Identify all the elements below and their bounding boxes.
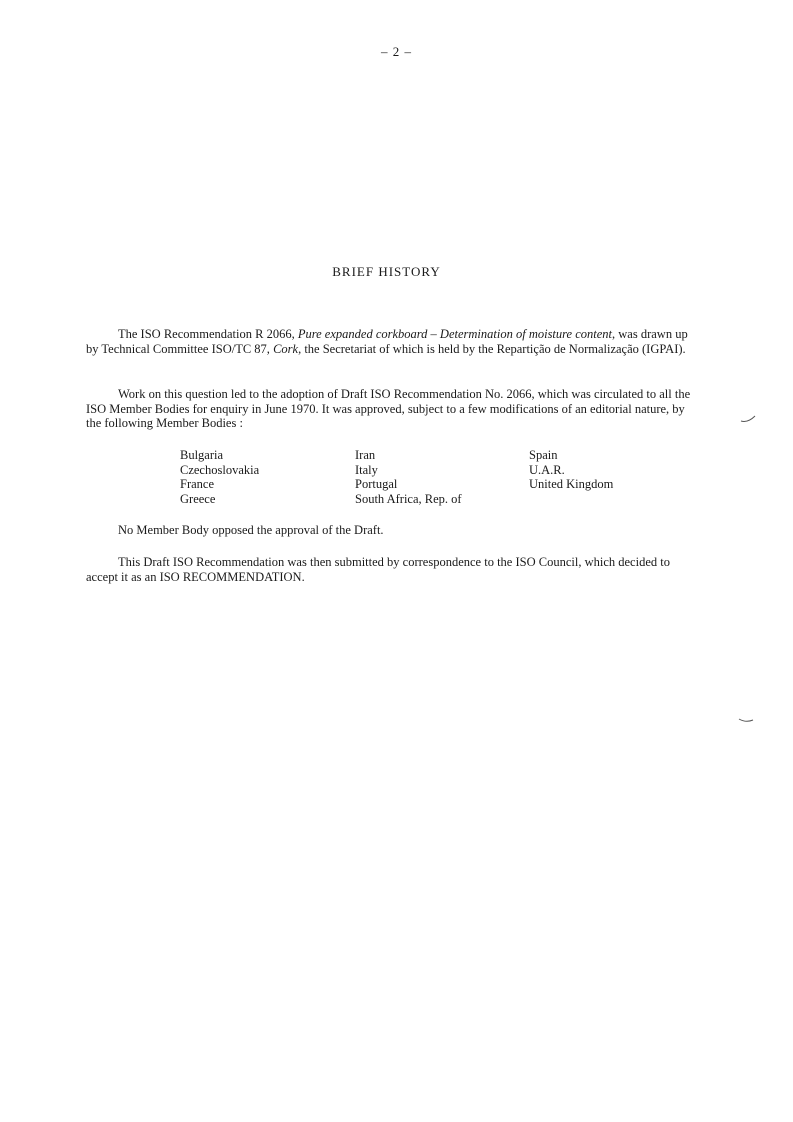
paragraph-adoption [86, 387, 696, 431]
member-body: United Kingdom [529, 477, 614, 491]
member-body: Czechoslovakia [180, 462, 260, 477]
margin-mark-icon [740, 415, 756, 423]
text-segment: The ISO Recommendation R 2066, [118, 327, 298, 341]
member-body: Italy [355, 462, 378, 477]
margin-mark-icon [738, 715, 754, 723]
page-number: – 2 – [381, 44, 412, 59]
member-body: Spain [529, 448, 558, 462]
member-body: U.A.R. [529, 462, 565, 477]
paragraph-no-opposition [86, 523, 696, 538]
member-body: France [180, 477, 215, 491]
member-bodies-column-1 [180, 448, 259, 506]
member-bodies-column-2 [355, 448, 462, 506]
paragraph-text: No Member Body opposed the approval of the Draft. [118, 523, 384, 537]
member-body: Greece [180, 491, 216, 506]
member-body: Portugal [355, 477, 398, 491]
paragraph-text: Work on this question led to the adoption of Draft ISO Recommendation No. 2066, which was circulated to all the ISO Member Bodies for enquiry in June 1970. It was approved, subject to a few modifications of an editorial nature, by the following Member Bodies : [86, 387, 691, 430]
member-body: Bulgaria [180, 448, 224, 462]
paragraph-text: This Draft ISO Recommendation was then submitted by correspondence to the ISO Council, which decided to accept it as an ISO RECOMMENDATION. [86, 555, 670, 584]
italic-document-title: Pure expanded corkboard – Determination of moisture content [297, 327, 613, 341]
text-segment: , was drawn up by Technical Committee ISO/TC 87, [86, 327, 688, 356]
italic-committee-name: Cork [273, 341, 299, 356]
member-body: Iran [355, 448, 376, 462]
member-body: South Africa, Rep. of [355, 491, 462, 506]
paragraph-council-acceptance [86, 555, 696, 584]
paragraph-recommendation-origin [86, 327, 696, 356]
section-title: BRIEF HISTORY [332, 264, 441, 279]
member-bodies-column-3 [529, 448, 613, 492]
text-segment: , the Secretariat of which is held by the Repartição de Normalização (IGPAI). [298, 341, 686, 356]
